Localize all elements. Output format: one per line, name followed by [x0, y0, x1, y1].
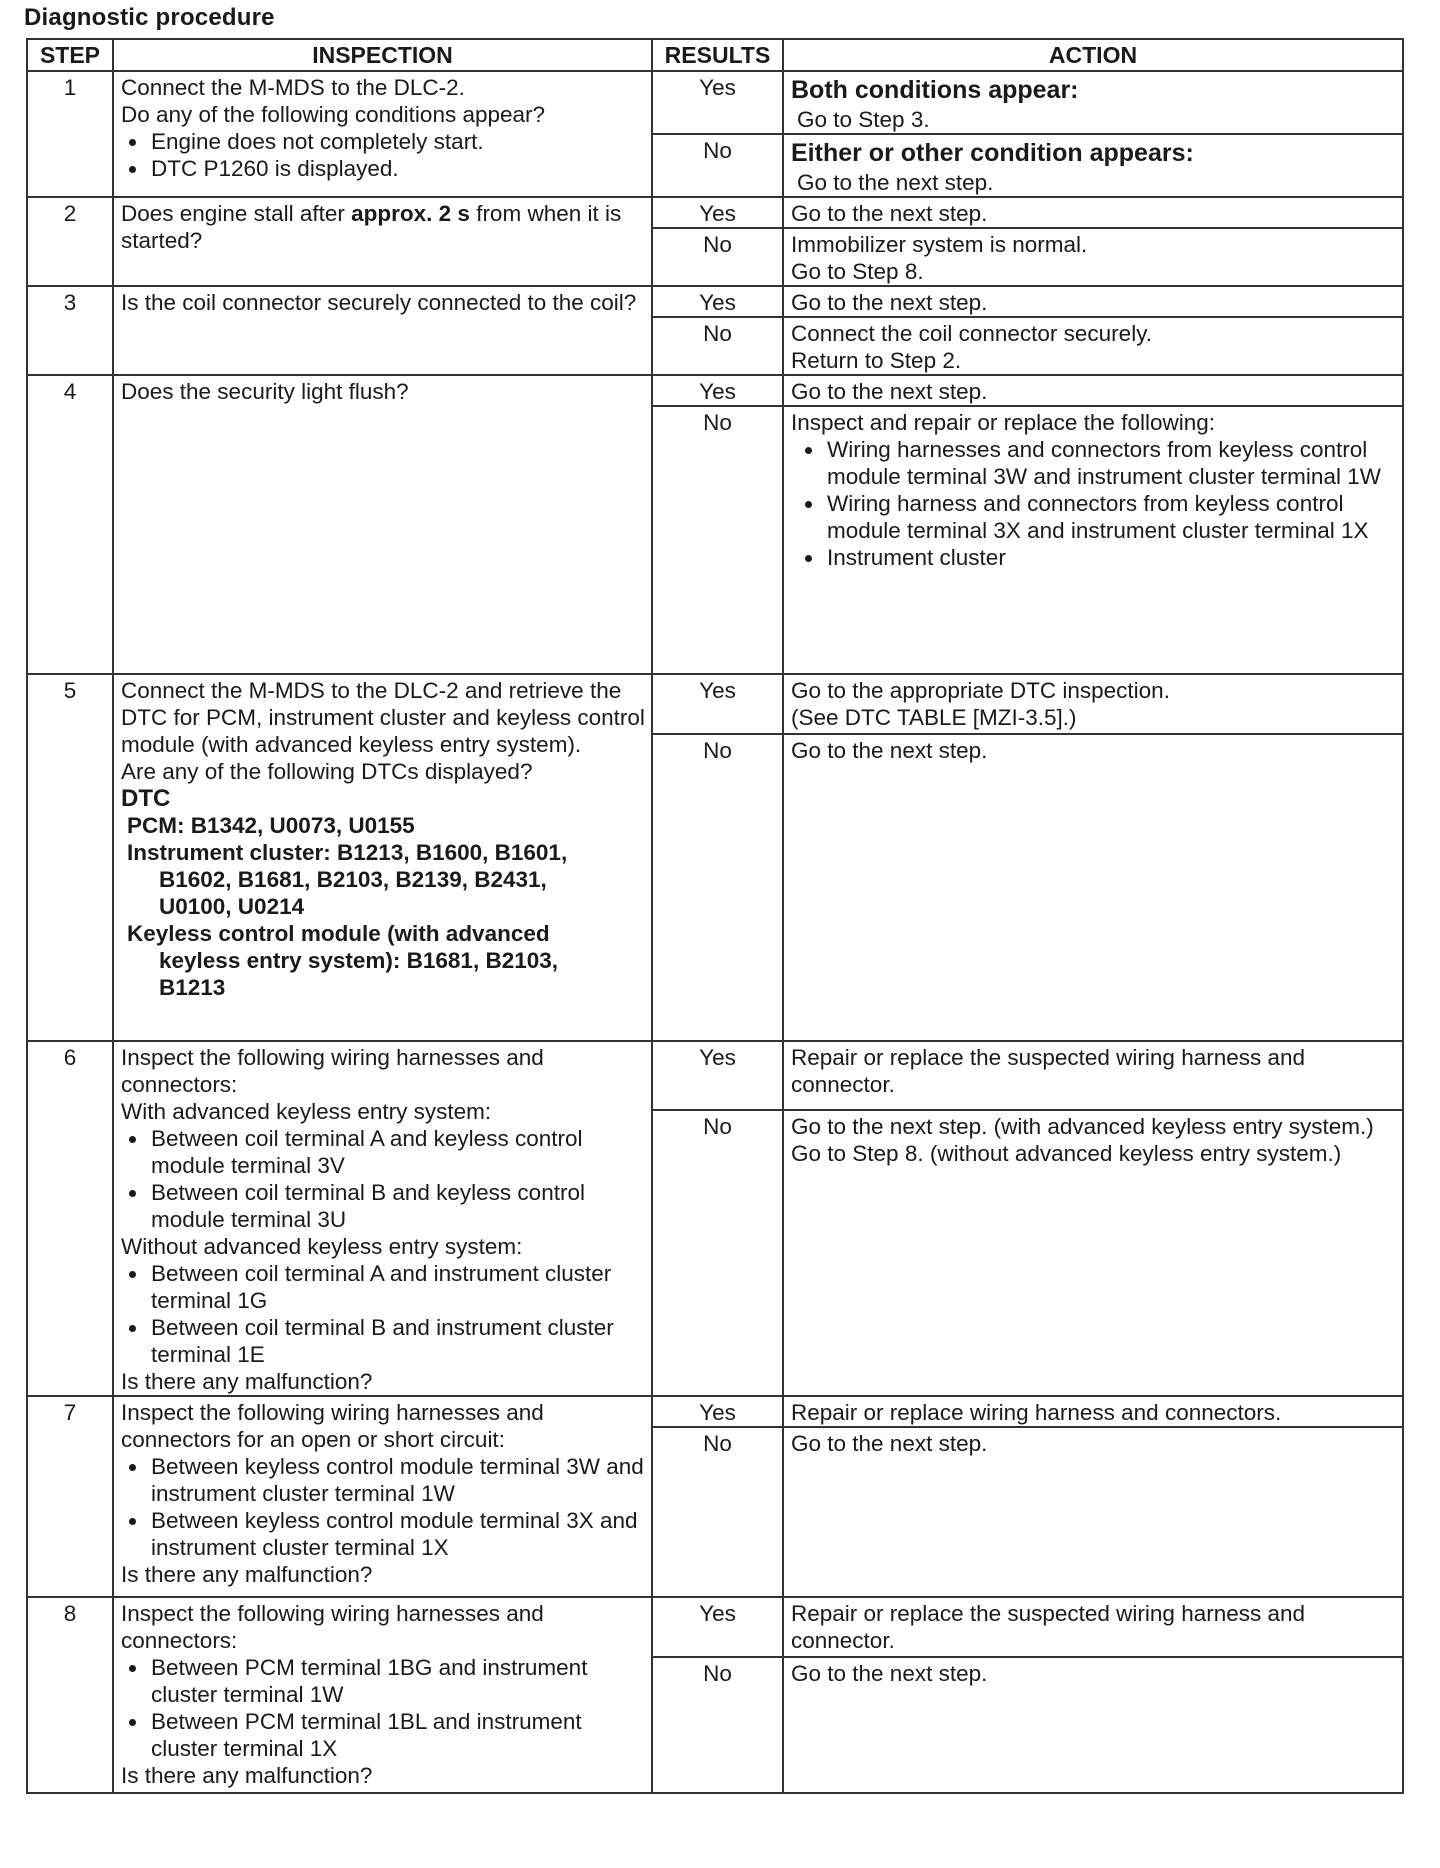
table-row: [27, 375, 1403, 406]
action-heading: Both conditions appear:: [791, 76, 1079, 104]
action-text: Go to the next step.: [797, 170, 994, 195]
action-text: Go to the next step.: [783, 734, 1403, 1041]
table-row: [27, 71, 1403, 134]
table-row: [27, 197, 1403, 228]
action-text: Return to Step 2.: [791, 348, 962, 373]
inspection-cell: [113, 71, 652, 197]
step-number: 6: [27, 1041, 113, 1396]
action-text: Go to the next step.: [783, 1427, 1403, 1597]
step-number: 4: [27, 375, 113, 674]
action-text: Immobilizer system is normal.: [791, 232, 1088, 257]
result-yes: Yes: [652, 71, 783, 134]
inspection-column-header: INSPECTION: [113, 39, 652, 71]
step-number: 5: [27, 674, 113, 1041]
table-header-row: [27, 39, 1403, 71]
result-no: No: [652, 406, 783, 674]
table-row: [27, 1041, 1403, 1110]
inspection-question: Is there any malfunction?: [121, 1763, 373, 1788]
action-cell: [783, 71, 1403, 134]
step-number: 8: [27, 1597, 113, 1793]
list-item: • Between coil terminal A and keyless control module terminal 3V: [149, 1125, 645, 1179]
table-row: [27, 1597, 1403, 1657]
action-text: Go to Step 8. (without advanced keyless entry system.): [791, 1141, 1342, 1167]
action-text: Go to Step 8.: [791, 259, 924, 284]
action-text: Go to Step 3.: [797, 107, 930, 132]
result-yes: Yes: [652, 286, 783, 317]
dtc-pcm: PCM: B1342, U0073, U0155: [127, 813, 415, 838]
result-no: No: [652, 317, 783, 375]
result-yes: Yes: [652, 375, 783, 406]
step-number: 1: [27, 71, 113, 197]
inspection-text: Does engine stall after: [121, 201, 352, 226]
action-text: Go to the next step.: [783, 1657, 1403, 1793]
wiring-list: [121, 1654, 645, 1762]
diagnostic-procedure-table: [26, 38, 1404, 1794]
inspection-text: Is the coil connector securely connected to the coil?: [113, 286, 652, 375]
wiring-list: [121, 1260, 645, 1368]
inspection-text: Inspect the following wiring harnesses and connectors for an open or short circuit:: [121, 1400, 544, 1452]
list-item: • Between keyless control module terminal 3W and instrument cluster terminal 1W: [149, 1453, 645, 1507]
condition-list: [121, 128, 645, 182]
inspection-cell: [113, 674, 652, 1041]
action-text: (See DTC TABLE [MZI-3.5].): [791, 705, 1077, 730]
result-yes: Yes: [652, 674, 783, 734]
action-text: Repair or replace wiring harness and connectors.: [783, 1396, 1403, 1427]
action-cell: [783, 317, 1403, 375]
result-no: No: [652, 134, 783, 197]
result-yes: Yes: [652, 1396, 783, 1427]
action-text: Repair or replace the suspected wiring harness and connector.: [783, 1041, 1403, 1110]
step-column-header: STEP: [27, 39, 113, 71]
list-item: • Wiring harness and connectors from keyless control module terminal 3X and instrument cluster terminal 1X: [825, 490, 1398, 544]
result-no: No: [652, 228, 783, 286]
table-row: [27, 1396, 1403, 1427]
result-no: No: [652, 1110, 783, 1396]
action-cell: [783, 406, 1403, 674]
action-text: Connect the coil connector securely.: [791, 321, 1153, 346]
dtc-keyless-module: Keyless control module (with advanced: [127, 921, 550, 946]
dtc-instrument-cluster-cont: B1602, B1681, B2103, B2139, B2431,: [159, 867, 547, 892]
page-title: Diagnostic procedure: [24, 4, 275, 31]
list-item: • Wiring harnesses and connectors from keyless control module terminal 3W and instrument cluster terminal 1W: [825, 436, 1398, 490]
step-number: 7: [27, 1396, 113, 1597]
inspection-text: Connect the M-MDS to the DLC-2 and retrieve the DTC for PCM, instrument cluster and keyless control module (with advanced keyless entry system).: [121, 678, 645, 757]
inspection-text: Inspect the following wiring harnesses and connectors:: [121, 1045, 544, 1097]
action-text: Go to the appropriate DTC inspection.: [791, 678, 1170, 703]
result-no: No: [652, 734, 783, 1041]
action-cell: [783, 674, 1403, 734]
inspection-text-bold: approx. 2 s: [351, 201, 470, 226]
inspection-question: Is there any malfunction?: [121, 1369, 373, 1394]
inspection-text: Connect the M-MDS to the DLC-2.: [121, 75, 465, 100]
action-text: Inspect and repair or replace the following:: [791, 410, 1215, 435]
list-item: • Between coil terminal B and instrument cluster terminal 1E: [149, 1314, 645, 1368]
dtc-keyless-module-cont: B1213: [159, 975, 226, 1000]
results-column-header: RESULTS: [652, 39, 783, 71]
inspection-question: Is there any malfunction?: [121, 1562, 373, 1587]
result-yes: Yes: [652, 197, 783, 228]
result-yes: Yes: [652, 1041, 783, 1110]
inspection-text: Inspect the following wiring harnesses and connectors:: [121, 1601, 544, 1653]
list-item: • Instrument cluster: [825, 544, 1398, 571]
inspection-text: With advanced keyless entry system:: [121, 1099, 492, 1124]
dtc-label: DTC: [121, 785, 171, 812]
table-row: [27, 674, 1403, 734]
list-item: • DTC P1260 is displayed.: [149, 155, 645, 182]
list-item: • Between PCM terminal 1BG and instrument cluster terminal 1W: [149, 1654, 645, 1708]
table-row: [27, 286, 1403, 317]
action-text: Go to the next step. (with advanced keyless entry system.): [791, 1114, 1374, 1140]
inspection-text: Does the security light flush?: [113, 375, 652, 674]
wiring-list: [121, 1125, 645, 1233]
dtc-instrument-cluster-cont: U0100, U0214: [159, 894, 305, 919]
inspection-cell: [113, 1396, 652, 1597]
action-cell: [783, 228, 1403, 286]
inspection-text: Do any of the following conditions appear?: [121, 102, 546, 127]
action-text: Go to the next step.: [783, 375, 1403, 406]
wiring-list: [121, 1453, 645, 1561]
list-item: • Engine does not completely start.: [149, 128, 645, 155]
action-cell: [783, 134, 1403, 197]
list-item: • Between coil terminal A and instrument cluster terminal 1G: [149, 1260, 645, 1314]
result-no: No: [652, 1657, 783, 1793]
inspection-question: Are any of the following DTCs displayed?: [121, 759, 533, 784]
dtc-instrument-cluster: Instrument cluster: B1213, B1600, B1601,: [127, 840, 568, 865]
action-cell: [783, 1110, 1403, 1396]
inspection-cell: [113, 1041, 652, 1396]
list-item: • Between coil terminal B and keyless control module terminal 3U: [149, 1179, 645, 1233]
action-text: Repair or replace the suspected wiring harness and connector.: [783, 1597, 1403, 1657]
list-item: • Between keyless control module terminal 3X and instrument cluster terminal 1X: [149, 1507, 645, 1561]
dtc-keyless-module-cont: keyless entry system): B1681, B2103,: [159, 948, 559, 973]
action-text: Go to the next step.: [783, 197, 1403, 228]
repair-list: [791, 436, 1398, 571]
action-heading: Either or other condition appears:: [791, 139, 1194, 167]
inspection-cell: [113, 1597, 652, 1793]
result-yes: Yes: [652, 1597, 783, 1657]
inspection-cell: [113, 197, 652, 286]
inspection-text: Without advanced keyless entry system:: [121, 1234, 523, 1259]
inspection-text: from when it is started?: [121, 201, 622, 253]
result-no: No: [652, 1427, 783, 1597]
action-text: Go to the next step.: [783, 286, 1403, 317]
action-column-header: ACTION: [783, 39, 1403, 71]
list-item: • Between PCM terminal 1BL and instrument cluster terminal 1X: [149, 1708, 645, 1762]
step-number: 3: [27, 286, 113, 375]
step-number: 2: [27, 197, 113, 286]
